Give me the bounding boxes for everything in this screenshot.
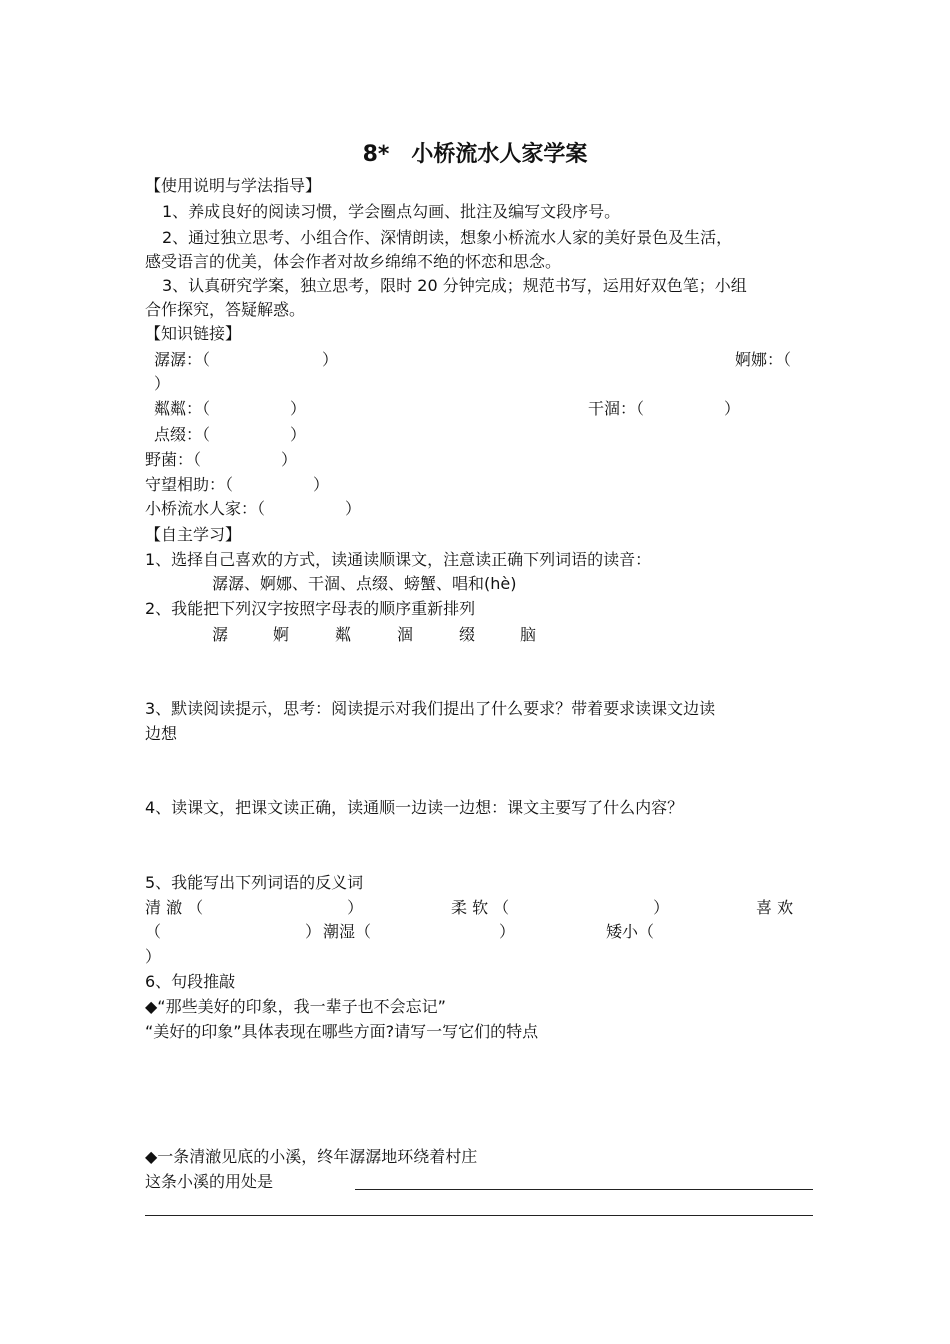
char-1: 潺 <box>212 625 229 644</box>
char-4: 涸 <box>397 625 414 644</box>
char-2: 婀 <box>273 625 290 644</box>
guide-item-2-line2: 感受语言的优美，体会作者对故乡绵绵不绝的怀恋和思念。 <box>145 252 562 271</box>
page-title: 8* 小桥流水人家学案 <box>362 142 588 167</box>
prompt-2: 这条小溪的用处是 <box>145 1172 274 1191</box>
word-yejun: 野菌：（ ） <box>145 450 298 469</box>
word-xiaoqiao: 小桥流水人家：（ ） <box>145 499 362 518</box>
antonym-aixiao: 矮小（ <box>606 922 655 941</box>
word-ganhe: 干涸：（ ） <box>588 399 741 418</box>
word-dianzhui: 点缀：（ ） <box>154 425 307 444</box>
guide-heading: 【使用说明与学法指导】 <box>145 176 322 195</box>
word-shouwang: 守望相助：（ ） <box>145 475 330 494</box>
question-2: 2、我能把下列汉字按照字母表的顺序重新排列 <box>145 599 476 618</box>
antonym-xihuan: 喜 欢 <box>756 898 794 917</box>
guide-item-2-line1: 2、通过独立思考、小组合作、深情朗读，想象小桥流水人家的美好景色及生活， <box>162 228 733 247</box>
antonym-chaoshi: 潮湿（ ） <box>323 922 516 941</box>
question-6: 6、句段推敲 <box>145 972 236 991</box>
question-1: 1、选择自己喜欢的方式，读通读顺课文，注意读正确下列词语的读音： <box>145 550 652 569</box>
quote-1: ◆“那些美好的印象，我一辈子也不会忘记” <box>145 997 446 1016</box>
question-4: 4、读课文，把课文读正确，读通顺一边读一边想：课文主要写了什么内容？ <box>145 798 684 817</box>
question-1-words: 潺潺、婀娜、干涸、点缀、螃蟹、唱和(hè) <box>212 574 517 593</box>
word-chanchan: 潺潺：（ ） <box>154 350 339 369</box>
word-enuo: 婀娜：（ <box>735 350 792 369</box>
question-3-line1: 3、默读阅读提示，思考：阅读提示对我们提出了什么要求？带着要求读课文边读 <box>145 699 716 718</box>
prompt-1: “美好的印象”具体表现在哪些方面?请写一写它们的特点 <box>145 1022 539 1041</box>
guide-item-3-line2: 合作探究，答疑解惑。 <box>145 300 306 319</box>
guide-item-3-line1: 3、认真研究学案，独立思考，限时 20 分钟完成；规范书写，运用好双色笔；小组 <box>162 276 747 295</box>
question-5: 5、我能写出下列词语的反义词 <box>145 873 364 892</box>
char-6: 脑 <box>520 625 537 644</box>
question-3-line2: 边想 <box>145 724 178 743</box>
antonym-aixiao-close: ） <box>145 947 162 966</box>
word-enuo-close: ） <box>154 374 171 393</box>
word-linlin: 粼粼：（ ） <box>154 399 307 418</box>
answer-line-1[interactable] <box>355 1189 813 1190</box>
antonym-xihuan-blank: （ ） <box>145 922 322 941</box>
quote-2: ◆一条清澈见底的小溪，终年潺潺地环绕着村庄 <box>145 1147 478 1166</box>
self-study-heading: 【自主学习】 <box>145 525 242 544</box>
char-3: 粼 <box>335 625 352 644</box>
knowledge-heading: 【知识链接】 <box>145 324 242 343</box>
guide-item-1: 1、养成良好的阅读习惯，学会圈点勾画、批注及编写文段序号。 <box>162 202 621 221</box>
answer-line-2[interactable] <box>145 1215 813 1216</box>
antonym-qingche: 清 澈 （ ） <box>145 898 364 917</box>
antonym-rouruan: 柔 软 （ ） <box>451 898 670 917</box>
char-5: 缀 <box>459 625 476 644</box>
